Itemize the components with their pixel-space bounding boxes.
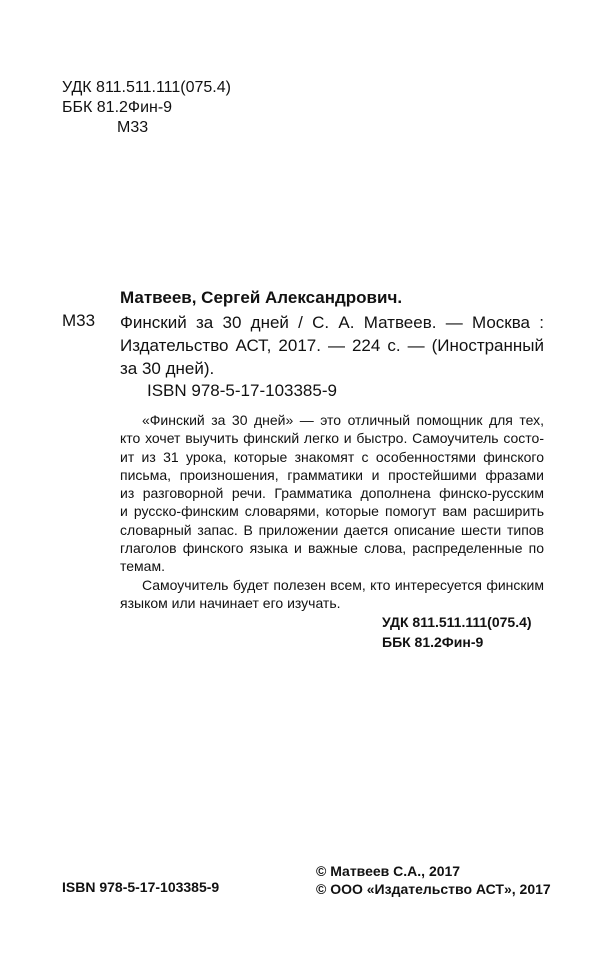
annotation-line: из разговорной речи. Грамматика дополнена финско-русским (120, 485, 544, 502)
classification-codes-footer (382, 612, 532, 652)
isbn-main: ISBN 978-5-17-103385-9 (147, 381, 337, 400)
annotation-line: темам. (120, 558, 165, 575)
copyright-block (316, 862, 551, 898)
udk-code-footer: УДК 811.511.111(075.4) (382, 614, 532, 630)
annotation-line: ит из 31 урока, которые знакомят с особенностями финского (120, 448, 544, 465)
copyright-publisher: © ООО «Издательство АСТ», 2017 (316, 881, 551, 897)
description-line: Финский за 30 дней / С. А. Матвеев. — Москва : (120, 313, 544, 332)
author-heading: Матвеев, Сергей Александрович. (120, 288, 403, 307)
isbn-bottom: ISBN 978-5-17-103385-9 (62, 879, 220, 895)
annotation-line: письма, произношения, грамматики и простейшими фразами (120, 466, 544, 483)
description-line: за 30 дней). (120, 359, 215, 378)
bbk-code: ББК 81.2Фин-9 (62, 99, 173, 116)
annotation-line: языком или начинает его изучать. (120, 594, 341, 611)
annotation-line: словарный запас. В приложении дается описание шести типов (120, 521, 544, 538)
bbk-code-footer: ББК 81.2Фин-9 (382, 634, 484, 650)
annotation-line: «Финский за 30 дней» — это отличный помощник для тех, (142, 412, 544, 428)
copyright-author: © Матвеев С.А., 2017 (316, 863, 461, 879)
annotation (120, 411, 544, 612)
record-author-mark: М33 (62, 311, 96, 330)
annotation-line: Самоучитель будет полезен всем, кто интересуется финским (142, 576, 544, 593)
annotation-line: и русско-финским словарями, которые помогут вам расширить (120, 503, 544, 520)
bibliographic-description (120, 311, 544, 380)
annotation-line: глаголов финского языка и важные слова, распределенные по (120, 540, 544, 557)
annotation-line: кто хочет выучить финский легко и быстро. Самоучитель состо- (120, 430, 544, 447)
classification-codes-header (62, 78, 231, 138)
author-mark: М33 (117, 119, 149, 136)
udk-code: УДК 811.511.111(075.4) (62, 79, 231, 96)
description-line: Издательство АСТ, 2017. — 224 с. — (Иностранный (120, 336, 544, 355)
